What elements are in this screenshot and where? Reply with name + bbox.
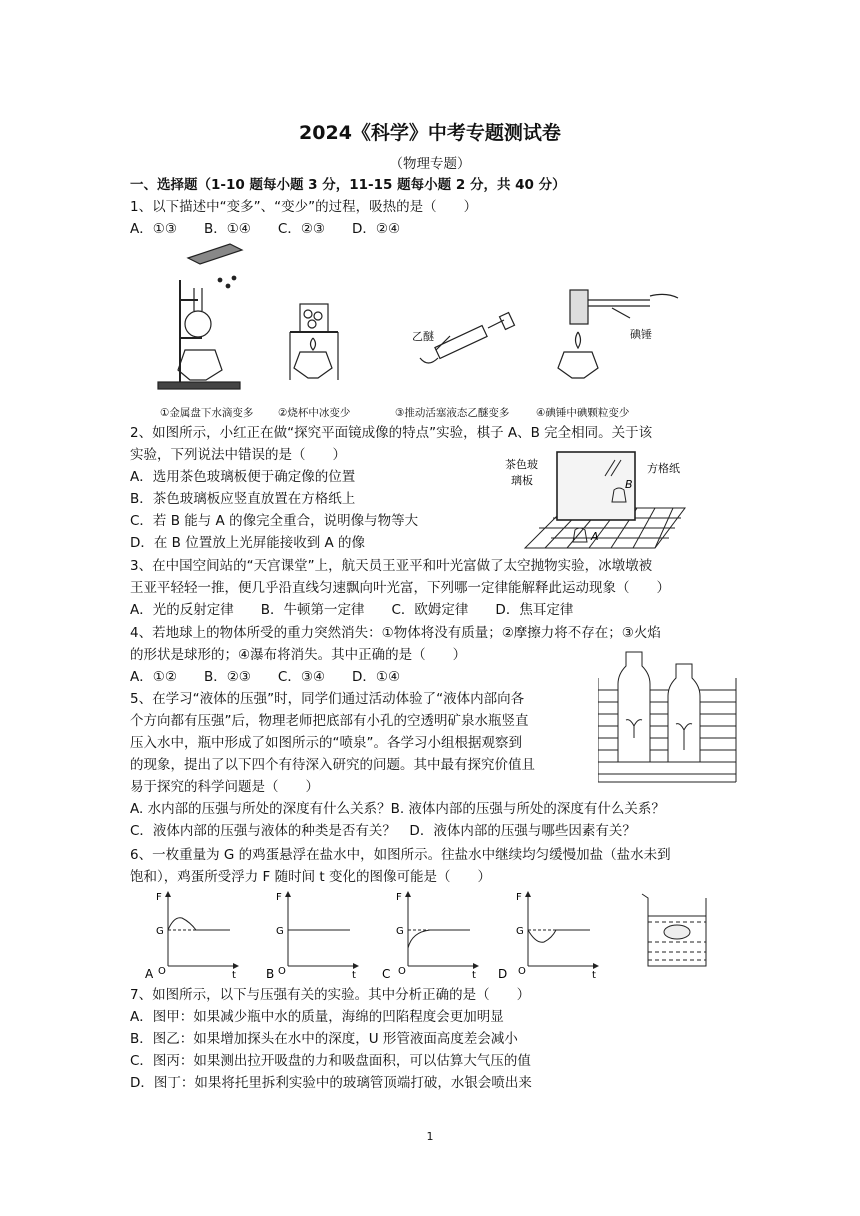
label-grid-paper: 方格纸 — [647, 462, 680, 475]
graph-d-axis-f: F — [516, 892, 522, 903]
q3-stem-line2: 王亚平轻轻一推，便几乎沿直线匀速飘向叶光富，下列哪一定律能解释此运动现象（ ） — [130, 580, 670, 596]
ice-beaker-apparatus — [290, 304, 338, 380]
graph-c-axis-g: G — [396, 926, 404, 937]
q1-stem: 1、以下描述中“变多”、“变少”的过程，吸热的是（ ） — [130, 199, 478, 215]
graph-b-axis-f: F — [276, 892, 282, 903]
q7-stem: 7、如图所示，以下与压强有关的实验。其中分析正确的是（ ） — [130, 987, 531, 1003]
label-glass-line1: 茶色玻 — [505, 458, 538, 471]
q5-stem-line1: 5、在学习“液体的压强”时，同学们通过活动体验了“液体内部向各 — [130, 691, 525, 707]
label-glass-line2: 璃板 — [511, 474, 533, 487]
graph-a-axis-t: t — [232, 970, 236, 980]
q6-graphs-figure — [140, 886, 730, 980]
q5-stem-line3: 压入水中，瓶中形成了如图所示的“喷泉”。各学习小组根据观察到 — [130, 735, 522, 751]
graph-d-label: D — [498, 967, 508, 980]
iodine-hammer-apparatus — [558, 290, 678, 378]
q7-option-d: D．图丁：如果将托里拆利实验中的玻璃管顶端打破，水银会喷出来 — [130, 1075, 532, 1091]
graph-a-axis-f: F — [156, 892, 162, 903]
graph-d-axis-g: G — [516, 926, 524, 937]
graph-c-label: C — [382, 967, 391, 980]
q7-option-c: C．图丙：如果测出拉开吸盘的力和吸盘面积，可以估算大气压的值 — [130, 1053, 531, 1069]
q2-option-c: C．若 B 能与 A 的像完全重合，说明像与物等大 — [130, 513, 419, 529]
graph-d-axis-o: O — [518, 966, 526, 977]
label-b: B — [625, 478, 633, 491]
graph-c-axis-f: F — [396, 892, 402, 903]
graph-a-axis-o: O — [158, 966, 166, 977]
q5-stem-line2: 个方向都有压强”后，物理老师把底部有小孔的空透明矿泉水瓶竖直 — [130, 713, 529, 729]
q5-stem-line4: 的现象，提出了以下四个有待深入研究的问题。其中最有探究价值且 — [130, 757, 535, 773]
graph-b-axis-t: t — [352, 970, 356, 980]
graph-b-axis-g: G — [276, 926, 284, 937]
q7-option-b: B．图乙：如果增加探头在水中的深度，U 形管液面高度差会减小 — [130, 1031, 518, 1047]
page-number: 1 — [426, 1130, 434, 1143]
beaker-egg — [642, 894, 706, 966]
q2-stem-line1: 2、如图所示，小红正在做“探究平面镜成像的特点”实验，棋子 A、B 完全相同。关于该 — [130, 425, 653, 441]
section-heading: 一、选择题（1-10 题每小题 3 分，11-15 题每小题 2 分，共 40 分） — [130, 177, 566, 193]
q7-option-a: A．图甲：如果减少瓶中水的质量，海绵的凹陷程度会更加明显 — [130, 1009, 504, 1025]
q2-option-b: B．茶色玻璃板应竖直放置在方格纸上 — [130, 491, 356, 507]
graph-d — [528, 894, 596, 966]
graph-b-axis-o: O — [278, 966, 286, 977]
graph-d-axis-t: t — [592, 970, 596, 980]
q4-stem-line1: 4、若地球上的物体所受的重力突然消失：①物体将没有质量；②摩擦力将不存在；③火焰 — [130, 625, 661, 641]
graph-b — [288, 894, 356, 966]
q2-stem-line2: 实验，下列说法中错误的是（ ） — [130, 447, 346, 463]
q4-stem-line2: 的形状是球形的；④瀑布将消失。其中正确的是（ ） — [130, 647, 467, 663]
metal-plate-apparatus — [158, 244, 242, 389]
q1-options: A．①③ B．①④ C．②③ D．②④ — [130, 221, 401, 237]
graph-a — [168, 894, 236, 966]
label-ether: 乙醚 — [412, 330, 434, 343]
q5-options-cd: C．液体内部的压强与液体的种类是否有关？ D．液体内部的压强与哪些因素有关？ — [130, 823, 636, 839]
q1-caption-4: ④碘锤中碘颗粒变少 — [536, 407, 630, 419]
graph-c — [408, 894, 476, 966]
q3-stem-line1: 3、在中国空间站的“天宫课堂”上，航天员王亚平和叶光富做了太空抛物实验，冰墩墩被 — [130, 558, 653, 574]
q1-caption-3: ③推动活塞液态乙醚变多 — [395, 407, 510, 419]
q4-options: A．①② B．②③ C．③④ D．①④ — [130, 669, 401, 685]
q2-option-d: D．在 B 位置放上光屏能接收到 A 的像 — [130, 535, 366, 551]
q5-options-ab: A. 水内部的压强与所处的深度有什么关系？B. 液体内部的压强与所处的深度有什么关系？ — [130, 801, 665, 817]
syringe-apparatus — [420, 313, 514, 363]
graph-c-axis-t: t — [472, 970, 476, 980]
q1-figure — [150, 240, 690, 420]
q5-bottle-figure — [598, 650, 738, 784]
graph-a-label: A — [145, 967, 154, 980]
graph-c-axis-o: O — [398, 966, 406, 977]
q6-stem-line2: 饱和），鸡蛋所受浮力 F 随时间 t 变化的图像可能是（ ） — [130, 869, 491, 885]
graph-b-label: B — [266, 967, 275, 980]
page-title: 2024《科学》中考专题测试卷 — [299, 122, 561, 144]
q5-stem-line5: 易于探究的科学问题是（ ） — [130, 779, 319, 795]
label-iodine: 碘锤 — [630, 328, 652, 341]
page-subtitle: （物理专题） — [389, 156, 471, 172]
graph-a-axis-g: G — [156, 926, 164, 937]
label-a: A — [591, 530, 599, 543]
q1-caption-2: ②烧杯中冰变少 — [278, 407, 351, 419]
q2-mirror-figure — [505, 448, 695, 554]
q3-options: A．光的反射定律 B．牛顿第一定律 C．欧姆定律 D．焦耳定律 — [130, 602, 574, 618]
q1-caption-1: ①金属盘下水滴变多 — [160, 407, 254, 419]
q2-option-a: A．选用茶色玻璃板便于确定像的位置 — [130, 469, 356, 485]
q6-stem-line1: 6、一枚重量为 G 的鸡蛋悬浮在盐水中，如图所示。往盐水中继续均匀缓慢加盐（盐水未到 — [130, 847, 671, 863]
